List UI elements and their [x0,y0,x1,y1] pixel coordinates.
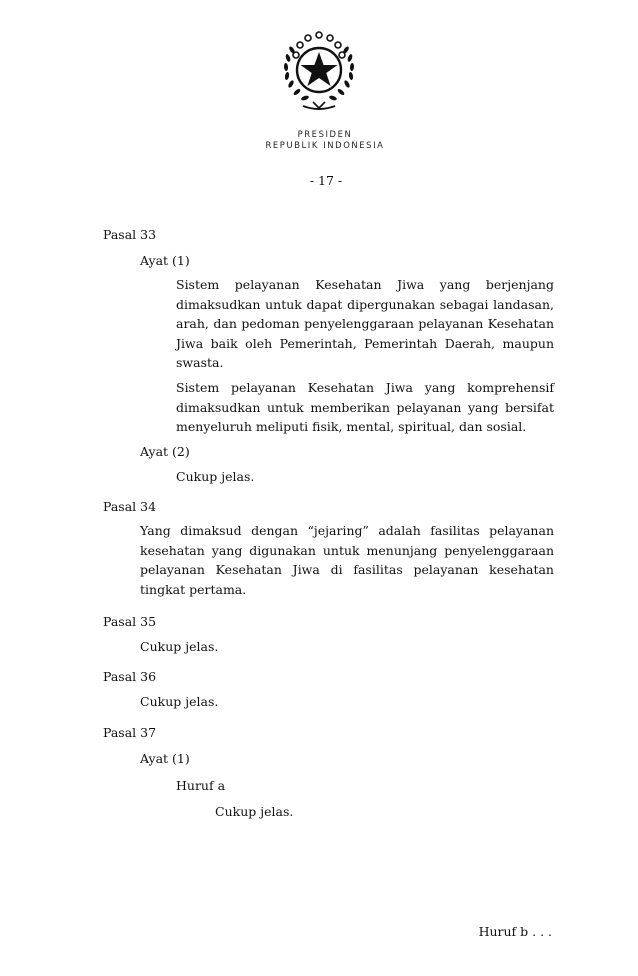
paragraph-line: tingkat pertama. [140,581,247,597]
paragraph-line: Sistem pelayanan Kesehatan Jiwa yang berjenjang [176,277,554,292]
paragraph-line: Sistem pelayanan Kesehatan Jiwa yang komprehensif [176,380,554,395]
page-number: - 17 - [309,173,343,188]
paragraph-line: Yang dimaksud dengan “jejaring” adalah fasilitas pelayanan [140,523,554,538]
pasal-37-huruf-a-text: Cukup jelas. [215,804,294,819]
paragraph-line: swasta. [176,355,224,370]
pasal-37-heading: Pasal 37 [103,725,157,740]
paragraph-line: menyeluruh meliputi fisik, mental, spiritual, dan sosial. [176,419,527,434]
paragraph-line: dimaksudkan untuk dapat dipergunakan sebagai landasan, [176,296,554,312]
pasal-33-ayat-1-paragraph-1 [176,275,554,373]
pasal-34-paragraph [140,521,554,599]
presidential-emblem-icon [279,26,359,116]
pasal-35-text: Cukup jelas. [140,639,219,654]
pasal-33-heading: Pasal 33 [103,227,157,242]
paragraph-line: dimaksudkan untuk memberikan pelayanan yang bersifat [176,399,554,415]
pasal-36-heading: Pasal 36 [103,669,157,684]
pasal-33-ayat-2-text: Cukup jelas. [176,469,255,484]
next-page-reference: Huruf b . . . [478,924,552,939]
paragraph-line: Jiwa baik oleh Pemerintah, Pemerintah Daerah, maupun [176,335,554,351]
paragraph-line: pelayanan Kesehatan Jiwa di fasilitas pelayanan kesehatan [140,562,554,577]
pasal-33-ayat-1-paragraph-2 [176,378,554,437]
pasal-37-ayat-1-label: Ayat (1) [140,751,190,766]
paragraph-line: kesehatan yang digunakan untuk menunjang penyelenggaraan [140,542,554,558]
pasal-36-text: Cukup jelas. [140,694,219,709]
pasal-33-ayat-2-label: Ayat (2) [140,444,190,459]
letterhead-line-2: REPUBLIK INDONESIA [265,140,385,150]
pasal-35-heading: Pasal 35 [103,614,157,629]
letterhead-line-1: PRESIDEN [297,129,353,139]
pasal-34-heading: Pasal 34 [103,499,157,514]
pasal-33-ayat-1-label: Ayat (1) [140,253,190,268]
paragraph-line: arah, dan pedoman penyelenggaraan pelayanan Kesehatan [176,316,554,331]
pasal-37-huruf-a-label: Huruf a [176,778,226,793]
